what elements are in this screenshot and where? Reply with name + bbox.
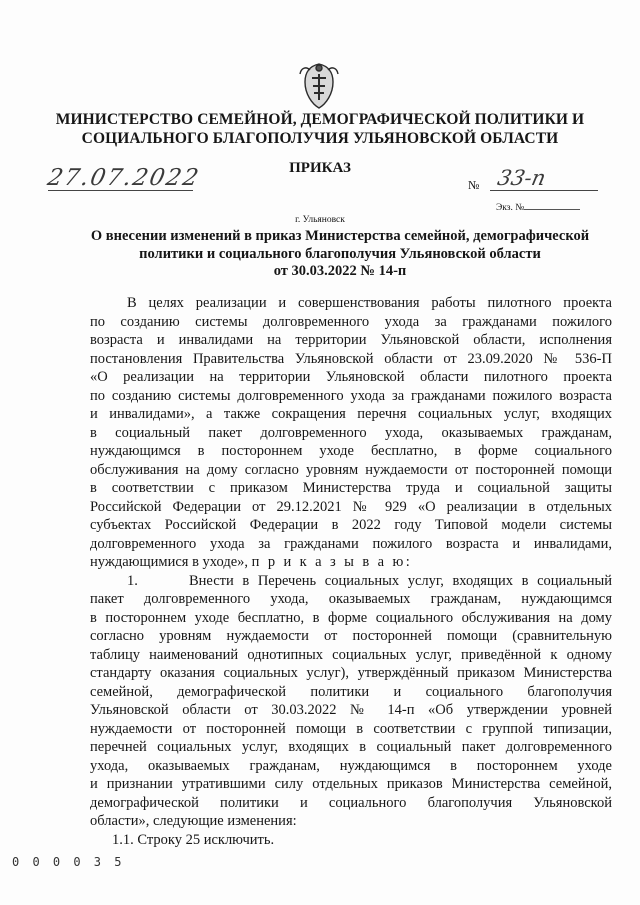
item1-line: перечней социальных услуг, входящих в социальный пакет долговременного <box>90 739 612 755</box>
copy-number <box>496 200 580 213</box>
ministry-name-line1: МИНИСТЕРСТВО СЕМЕЙНОЙ, ДЕМОГРАФИЧЕСКОЙ ПОЛИТИКИ И <box>55 111 585 128</box>
body-line: и инвалидами», а также сокращения перечня социальных услуг, входящих <box>90 406 612 422</box>
title-line2: политики и социального благополучия Ульяновской области <box>139 245 541 262</box>
item1-first-line <box>90 572 612 591</box>
item1-line: таблицу наименований однотипных социальных услуг, приведённой к одному <box>90 646 612 663</box>
handwritten-date: 27.07.2022 <box>45 165 203 191</box>
item1-line: Ульяновской области от 30.03.2022 № 14-п «Об утверждении уровней <box>90 702 612 718</box>
item1-line: стандарту оказания социальных услуг), утверждённый приказом Министерства <box>90 665 612 681</box>
number-sign: № <box>468 178 480 192</box>
item1-line: нуждаемости от посторонней помощи в соответствии с группой типизации, <box>90 720 612 737</box>
title-line3: от 30.03.2022 № 14-п <box>273 263 407 279</box>
ministry-name <box>40 110 600 148</box>
item1-line: ухода, оказываемых гражданам, нуждающимся в постороннем уходе <box>90 757 612 774</box>
item1-line: в постороннем уходе бесплатно, в форме социального обслуживания на дому <box>90 609 612 626</box>
item1-line: пакет долговременного ухода, оказываемых гражданам, нуждающимся <box>90 591 612 607</box>
body-line: нуждающимся в постороннем уходе бесплатно, в форме социального <box>90 443 612 459</box>
page-stamp-number: 0 0 0 0 3 5 <box>12 855 125 869</box>
item1-line: и признании утратившими силу отдельных приказов Министерства семейной, <box>90 776 612 792</box>
document-body <box>90 294 612 849</box>
date-underline <box>48 190 193 191</box>
item1-line: области», следующие изменения: <box>90 813 297 829</box>
order-word: п р и к а з ы в а ю: <box>251 554 413 570</box>
coat-of-arms-emblem <box>296 60 342 112</box>
copy-number-label: Экз. № <box>496 203 525 213</box>
body-line: «О реализации на территории Ульяновской области пилотного проекта <box>90 369 612 385</box>
body-line: В целях реализации и совершенствования работы пилотного проекта <box>127 295 612 311</box>
item1-line: Внести в Перечень социальных услуг, входящих в социальный <box>189 572 612 589</box>
body-line: по созданию системы долговременного ухода за гражданами пожилого возраста <box>90 387 612 404</box>
item1-line: демографической политики и социального благополучия Ульяновской <box>90 794 612 811</box>
item1-number: 1. <box>127 572 138 589</box>
city: г. Ульяновск <box>295 215 345 225</box>
item1-1: 1.1. Строку 25 исключить. <box>112 831 275 848</box>
number-underline <box>490 190 598 191</box>
item1-line: семейной, демографической политики и социального благополучия <box>90 683 612 700</box>
body-line: субъектах Российской Федерации в 2022 году Типовой модели системы <box>90 517 612 533</box>
body-line: нуждающимися в уходе», <box>90 554 249 570</box>
body-line: по созданию системы долговременного ухода за гражданами пожилого <box>90 313 612 330</box>
body-line: долговременного ухода за гражданами пожилого возраста и инвалидами, <box>90 535 612 552</box>
title-line1: О внесении изменений в приказ Министерства семейной, демографической <box>90 228 590 244</box>
body-line: в соответствии с приказом Министерства труда и социальной защиты <box>90 480 612 496</box>
body-line: Российской Федерации от 29.12.2021 № 929 «О реализации в отдельных <box>90 498 612 515</box>
document-type: ПРИКАЗ <box>289 160 351 176</box>
document-title <box>70 228 610 281</box>
body-line: в социальный пакет долговременного ухода, оказываемых гражданам, <box>90 424 612 441</box>
body-line: обслуживания на дому согласно уровням нуждаемости от посторонней помощи <box>90 461 612 478</box>
body-line: возраста и инвалидами на территории Ульяновской области, исполнения <box>90 332 612 348</box>
body-line: постановления Правительства Ульяновской области от 23.09.2020 № 536-П <box>90 350 612 367</box>
handwritten-number: 33-п <box>495 166 548 190</box>
copy-number-line <box>524 200 580 210</box>
body-line-order <box>90 553 612 572</box>
ministry-name-line2: СОЦИАЛЬНОГО БЛАГОПОЛУЧИЯ УЛЬЯНОВСКОЙ ОБЛАСТИ <box>81 130 559 147</box>
item1-line: согласно уровням нуждаемости от посторонней помощи (сравнительную <box>90 628 612 644</box>
